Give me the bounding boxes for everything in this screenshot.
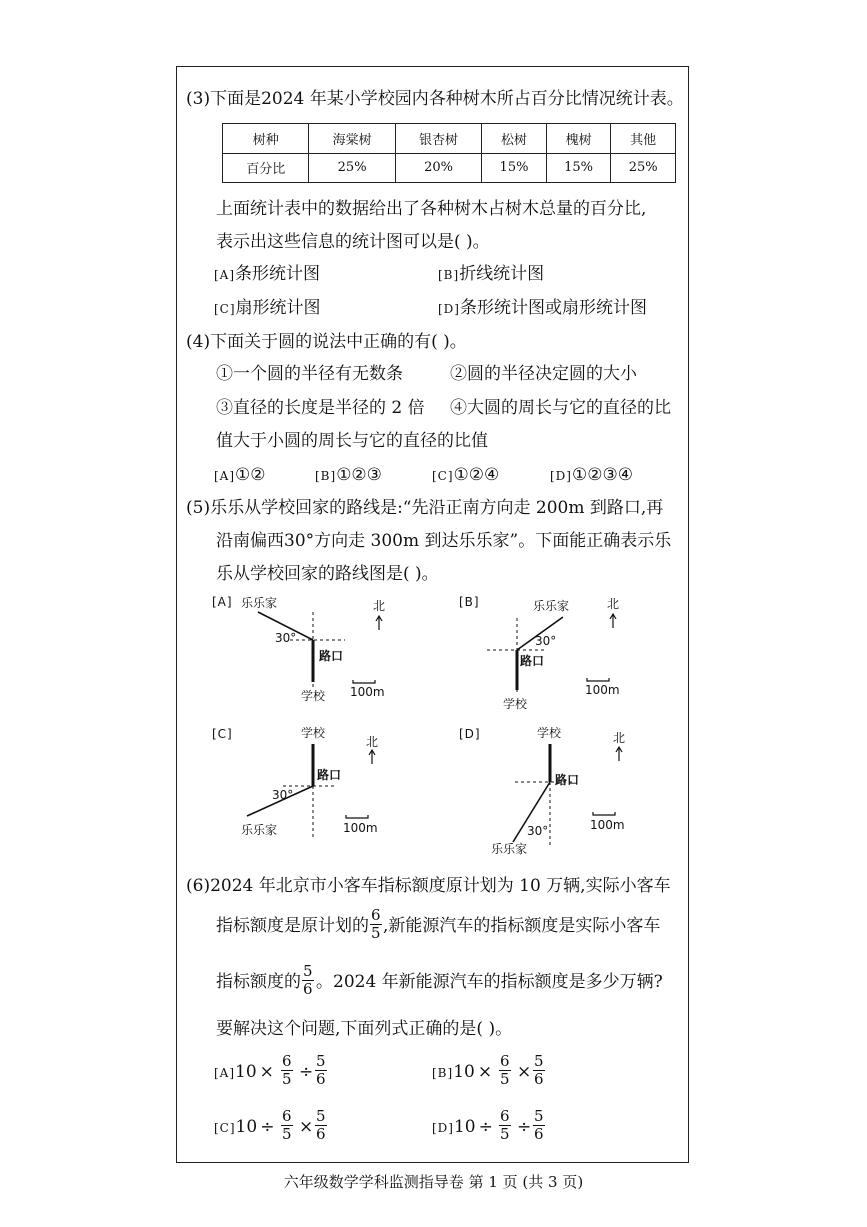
option-label: [A] [214,268,236,282]
diagram-label: [D] [459,727,481,741]
operator: × [299,1117,314,1137]
q4-statement-4b: 值大于小圆的周长与它的直径的比值 [216,431,488,451]
option-label: [C] [432,469,454,483]
home-label: 乐乐家 [241,823,278,837]
school-label: 学校 [503,697,528,711]
north-label: 北 [373,599,386,613]
route-diagram-a[interactable] [205,590,435,710]
fraction-six-fifths [499,1108,511,1143]
q5-text-line2: 沿南偏西30°方向走 300m 到达乐乐家”。下面能正确表示乐 [216,531,672,551]
q3-title: (3)下面是2024 年某小学校园内各种树木所占百分比情况统计表。 [186,89,684,109]
diagram-label: [B] [459,595,480,609]
numerator: 6 [282,1107,292,1125]
north-arrow-icon [369,750,375,764]
angle-label: 30° [275,631,297,645]
scale-bar [353,680,375,683]
home-label: 乐乐家 [241,596,278,610]
option-text: 折线统计图 [459,264,545,284]
table-cell: 15% [482,153,547,183]
q4-statement-1: ①一个圆的半径有无数条 [216,364,403,384]
option-label: [A] [214,1066,236,1080]
crossing-label: 路口 [319,649,344,663]
q4-option-b[interactable] [315,465,382,486]
fraction-five-sixths [533,1108,545,1143]
option-text: 条形统计图或扇形统计图 [459,298,647,318]
numerator: 6 [282,1052,292,1070]
denominator: 6 [316,1070,326,1088]
fraction-six-fifths [281,1108,293,1143]
option-text: ①②③ [336,465,382,485]
table-row [223,153,676,183]
operator: ÷ [478,1117,493,1137]
numerator: 6 [500,1052,510,1070]
operator: ÷ [517,1117,532,1137]
q4-option-a[interactable] [214,465,266,486]
option-text: ①②③④ [571,465,633,485]
table-cell: 海棠树 [309,124,395,154]
denominator: 5 [371,924,381,942]
table-cell: 松树 [482,124,547,154]
denominator: 5 [282,1070,292,1088]
denominator: 5 [500,1125,510,1143]
operator: × [477,1062,493,1082]
q6-text-line3a: 指标额度的 [216,972,301,992]
scale-bar [593,812,615,815]
north-arrow-icon [376,616,382,630]
table-header-row [223,124,676,154]
option-label: [C] [214,302,236,316]
fraction-six-fifths [281,1053,293,1088]
q3-text-line1: 上面统计表中的数据给出了各种树木占树木总量的百分比, [216,199,647,219]
table-cell: 其他 [611,124,676,154]
route-diagram-b[interactable] [455,590,685,710]
numerator: 6 [500,1107,510,1125]
north-label: 北 [366,735,379,749]
page-footer: 六年级数学学科监测指导卷 第 1 页 (共 3 页) [283,1173,584,1191]
angle-label: 30° [272,788,294,802]
operator: × [517,1062,532,1082]
diagram-label: [C] [212,727,233,741]
scale-label: 100m [590,818,625,832]
option-label: [D] [550,469,572,483]
table-cell: 槐树 [546,124,611,154]
table-cell: 百分比 [223,153,309,183]
table-cell: 25% [309,153,395,183]
option-number: 10 [235,1117,258,1137]
home-label: 乐乐家 [491,842,528,856]
q4-statement-3: ③直径的长度是半径的 2 倍 [216,398,425,418]
option-text: ①②④ [453,465,500,485]
q4-option-c[interactable] [432,465,499,486]
numerator: 5 [316,1107,326,1125]
fraction-five-sixths [315,1108,327,1143]
option-number: 10 [235,1062,257,1082]
q6-text-line4: 要解决这个问题,下面列式正确的是( )。 [216,1019,513,1039]
denominator: 5 [500,1070,510,1088]
school-label: 学校 [301,726,326,740]
denominator: 6 [534,1125,544,1143]
option-label: [C] [214,1121,236,1135]
home-label: 乐乐家 [533,599,570,613]
school-label: 学校 [537,726,562,740]
angle-label: 30° [535,634,557,648]
operator: ÷ [260,1117,275,1137]
q4-statement-4a: ④大圆的周长与它的直径的比 [450,398,671,418]
route-diagram-c[interactable] [205,722,435,847]
option-label: [B] [315,469,337,483]
option-number: 10 [453,1062,475,1082]
denominator: 5 [282,1125,292,1143]
fraction-six-fifths [499,1053,511,1088]
table-cell: 25% [611,153,676,183]
option-label: [A] [214,469,236,483]
q5-text-line3: 乐从学校回家的路线图是( )。 [216,564,439,584]
north-arrow-icon [610,614,616,628]
option-label: [B] [432,1066,454,1080]
numerator: 6 [371,906,381,924]
q4-statement-2: ②圆的半径决定圆的大小 [450,364,637,384]
school-label: 学校 [301,689,326,703]
option-text: 扇形统计图 [235,298,321,318]
north-arrow-icon [616,747,622,761]
numerator: 5 [303,962,313,980]
crossing-label: 路口 [317,768,342,782]
table-cell: 15% [546,153,611,183]
numerator: 5 [534,1052,544,1070]
q3-option-c[interactable] [214,298,321,319]
crossing-label: 路口 [555,773,580,787]
denominator: 6 [316,1125,326,1143]
q3-text-line2: 表示出这些信息的统计图可以是( )。 [216,232,490,252]
tree-percent-table [222,123,676,183]
option-label: [B] [438,268,460,282]
north-label: 北 [613,731,626,745]
diagram-label: [A] [212,595,233,609]
option-text: 条形统计图 [235,264,321,284]
fraction-five-sixths [315,1053,327,1088]
denominator: 6 [534,1070,544,1088]
option-text: ①② [235,465,266,485]
crossing-label: 路口 [520,654,545,668]
scale-label: 100m [350,685,385,699]
q6-text-line2a: 指标额度是原计划的 [216,916,369,936]
numerator: 5 [534,1107,544,1125]
fraction-six-fifths [370,907,382,942]
numerator: 5 [316,1052,326,1070]
option-number: 10 [453,1117,476,1137]
option-label: [D] [438,302,460,316]
scale-bar [346,815,368,818]
operator: ÷ [299,1062,314,1082]
scale-label: 100m [343,821,378,835]
angle-label: 30° [527,824,549,838]
q3-option-d[interactable] [438,298,647,319]
scale-label: 100m [585,683,620,697]
q5-text-line1: (5)乐乐从学校回家的路线是:“先沿正南方向走 200m 到路口,再 [186,498,664,518]
q4-option-d[interactable] [550,465,633,486]
table-cell: 银杏树 [395,124,481,154]
q3-option-a[interactable] [214,264,320,285]
table-cell: 树种 [223,124,309,154]
q6-text-line1: (6)2024 年北京市小客车指标额度原计划为 10 万辆,实际小客车 [186,876,671,896]
q6-text-line2b: ,新能源汽车的指标额度是实际小客车 [383,916,661,936]
north-label: 北 [607,597,620,611]
q3-option-b[interactable] [438,264,544,285]
fraction-five-sixths [533,1053,545,1088]
route-diagram-d[interactable] [455,722,685,862]
option-label: [D] [432,1121,454,1135]
fraction-five-sixths [302,963,314,998]
q4-title: (4)下面关于圆的说法中正确的有( )。 [186,332,467,352]
denominator: 6 [303,980,313,998]
operator: × [259,1062,274,1082]
scale-bar [587,678,609,681]
table-cell: 20% [395,153,481,183]
q6-text-line3b: 。2024 年新能源汽车的指标额度是多少万辆? [316,972,663,992]
